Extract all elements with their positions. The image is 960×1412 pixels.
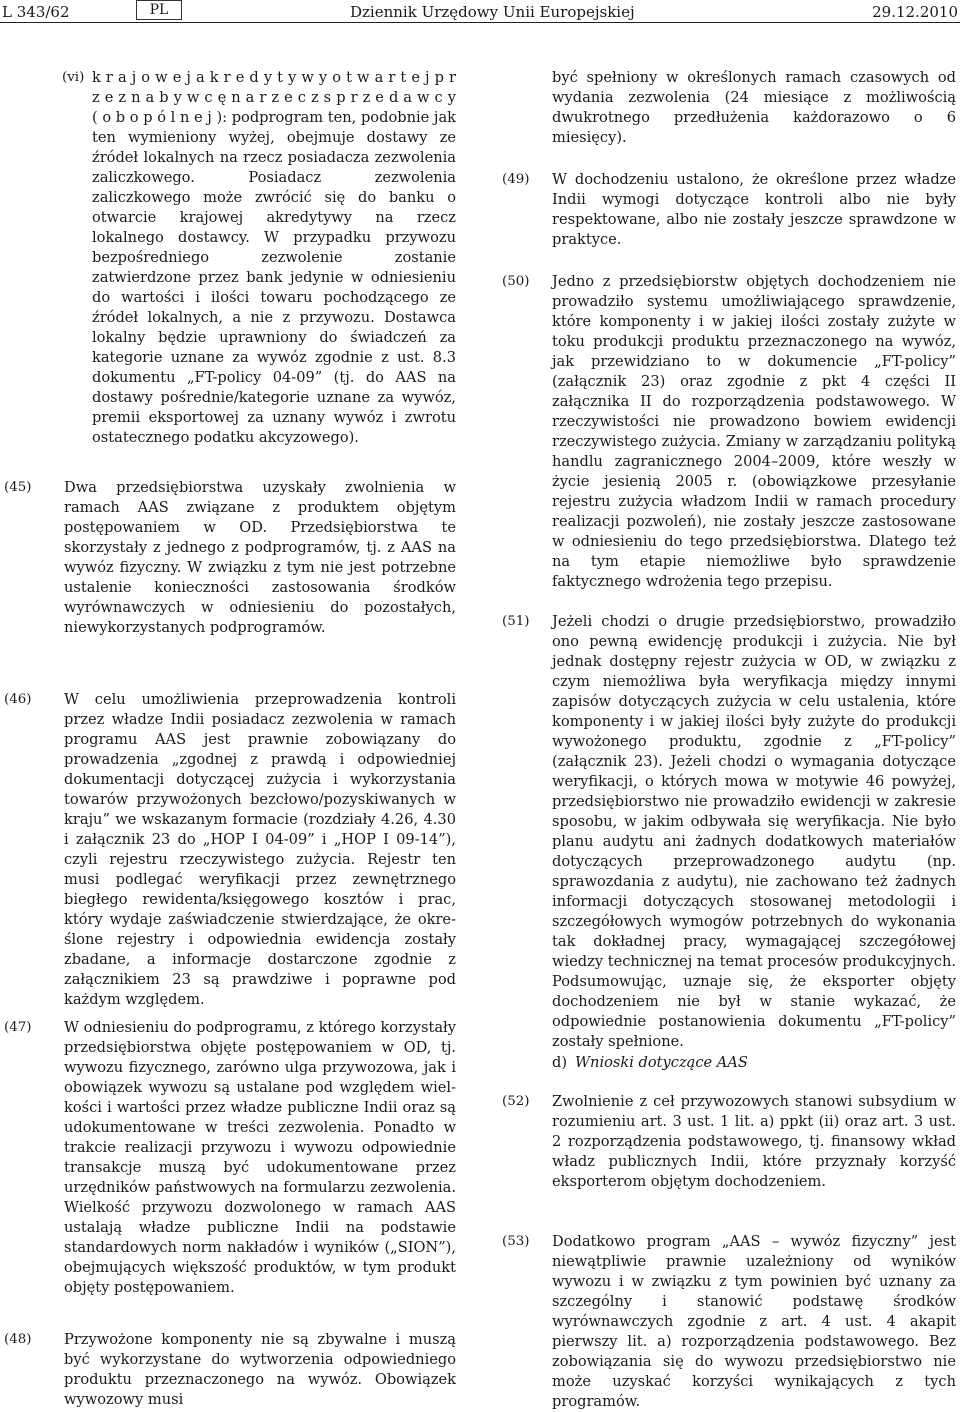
paragraph-47 [4,1018,456,1298]
paragraph-49 [502,170,956,250]
subheading-number: d) [552,1054,568,1071]
paragraph-text: Dodatkowo program „AAS – wywóz fizyczny” jest niewątpliwie prawnie uzależniony od wyników wywozu i w związku z tym powinien być uznany za szczególny i stanowić podstawę środków wyrównawczych zgodnie z art. 4 ust. 4 akapit pierwszy lit. a) rozporządzenia podstawowego. Bez zobowiązania się do wywozu przedsiębiorstwo nie może uzyskać korzyści wynikających z tych programów. [552,1233,956,1410]
paragraph-number: (53) [502,1234,530,1249]
paragraph-number: (52) [502,1094,530,1109]
paragraph-number: (51) [502,614,530,629]
page-header [0,0,960,24]
paragraph-text: Jeżeli chodzi o drugie przedsiębiorstwo, prowadziło ono pewną ewidencję produkcji i zużycia. Nie był jednak dostępny rejestr zużycia w OD, w związku z czym niemożliwa była weryfikacja między innymi zapisów dotyczących zużycia w celu ustalenia, które komponenty i w jakiej ilości były zużyte do produkcji wywożonego produktu, zgodnie z „FT-policy” (załącznik 23). Jeżeli chodzi o wymagania dotyczące weryfikacji, o których mowa w motywie 46 powyżej, przedsiębiorstwo nie prowadziło ewidencji w zakresie sposobu, w jakim odbywała się weryfikacja. Nie było planu audytu ani żadnych dodatkowych materiałów dotyczących przeprowadzonego audytu (np. sprawozdania z audytu), nie zachowano też żadnych informacji dotyczących stosowanej metodologii i szczegółowych wymogów potrzebnych do wykonania tak dokładnej pracy, wymagającej szczegółowej wiedzy technicznej na temat procesów produkcyjnych. Podsumowując, uznaje się, że eksporter objęty dochodzeniem nie był w stanie wykazać, że odpowiednie postanowienia dokumentu „FT-policy” zostały spełnione. [552,613,957,1050]
journal-title: Dziennik Urzędowy Unii Europejskiej [350,3,635,21]
header-rule [0,22,960,23]
paragraph-text: Jedno z przedsiębiorstw objętych dochodzeniem nie prowadziło systemu umożliwiającego sprawdzenie, które komponenty i w jakiej ilości zostały zużyte w toku produkcji produktu przeznaczonego na wywóz, jak przewidziano to w dokumencie „FT-policy” (załącznik 23) oraz zgodnie z pkt 4 części II załącznika II do rozporządzenia podstawowego. W rzeczywistości nie prowadzono bowiem ewidencji rzeczywistego zużycia. Zmiany w zarządzaniu polityką handlu zagranicznego 2004–2009, które weszły w życie jesienią 2005 r. (obowiązkowe przesyłanie rejestru zużycia władzom Indii w ramach procedury realizacji pozwoleń), nie zostały jeszcze zastosowane w odniesieniu do tego przedsiębiorstwa. Dlatego też na tym etapie niemożliwe było sprawdzenie faktycznego wdrożenia tego przepisu. [552,273,956,590]
paragraph-52 [502,1092,956,1192]
paragraph-number: (47) [4,1020,32,1035]
paragraph-50 [502,272,956,592]
page-reference: L 343/62 [2,3,70,21]
paragraph-text: Przywożone komponenty nie są zbywalne i muszą być wykorzystane do wytworzenia odpowiedniego produktu przeznaczonego na wywóz. Obowiązek wywozowy musi [64,1331,456,1408]
paragraph-48-continued [552,68,956,148]
publication-date: 29.12.2010 [872,3,958,21]
paragraph-vi [50,68,456,448]
paragraph-51 [502,612,956,1052]
paragraph-53 [502,1232,956,1412]
paragraph-46 [4,690,456,1010]
paragraph-48 [4,1330,456,1410]
paragraph-number: (49) [502,172,530,187]
paragraph-number: (vi) [62,70,85,85]
paragraph-number: (50) [502,274,530,289]
paragraph-text: Dwa przedsiębiorstwa uzyskały zwolnienia w ramach AAS związane z produktem objętym postępowaniem w OD. Przedsiębiorstwa te skorzystały z jednego z podprogramów, tj. z AAS na wywóz fizyczny. W związku z tym nie jest potrzebne ustalenie konieczności zastosowania środków wyrównawczych w odniesieniu do pozostałych, niewykorzystanych podprogramów. [64,479,456,636]
paragraph-text: Zwolnienie z ceł przywozowych stanowi subsydium w rozumieniu art. 3 ust. 1 lit. a) ppkt (ii) oraz art. 3 ust. 2 rozporządzenia podstawowego, tj. finansowy wkład władz publicznych Indii, które przyznały korzyść eksporterom objętym dochodzeniem. [552,1093,956,1190]
language-badge: PL [136,0,182,20]
paragraph-text: k r a j o w e j a k r e d y t y w y o t w a r t e j p r z e z n a b y w c ę n a r z e c z s p r z e d a w c y ( o b o p ó l n e j ): podprogram ten, podobnie jak ten wymieniony wyżej, obejmuje dostawy ze źródeł lokalnych na rzecz posiadacza zezwolenia zaliczkowego. Posiadacz zezwolenia zaliczkowego może zwrócić się do banku o otwarcie krajowej akredytywy na rzecz lokalnego dostawcy. W przypadku przywozu bezpośredniego zezwolenie zostanie zatwierdzone przez bank jedynie w odniesieniu do wartości i ilości towaru pochodzącego ze źródeł lokalnych, a nie z przywozu. Dostawca lokalny będzie uprawniony do świadczeń za kategorie uznane za wywóz zgodnie z ust. 8.3 dokumentu „FT-policy 04-09” (tj. do AAS na dostawy pośrednie/kategorie uznane za wywóz, premii eksportowej za uznany wywóz i zwrotu ostatecznego podatku akcyzowego). [92,69,456,446]
paragraph-text: W celu umożliwienia przeprowadzenia kontroli przez władze Indii posiadacz zezwolenia w ramach programu AAS jest prawnie zobowiązany do prowadzenia „zgodnej z prawdą i odpowiedniej dokumentacji dotyczącej zużycia i wykorzystania towarów przywożonych bezcłowo/pozyskiwanych w kraju” we wskazanym formacie (rozdziały 4.26, 4.30 i załącznik 23 do „HOP I 04-09” i „HOP I 09-14”), czyli rejestru rzeczywistego zużycia. Rejestr ten musi podlegać weryfikacji przez zewnętrznego biegłego rewidenta/księgowego kosztów i prac, który wydaje zaświadczenie stwierdzające, że określone rejestry i odpowiednia ewidencja zostały zbadane, a informacje dostarczone zgodnie z załącznikiem 23 są prawdziwe i poprawne pod każdym względem. [64,691,456,1008]
paragraph-45 [4,478,456,638]
paragraph-text: W odniesieniu do podprogramu, z którego korzystały przedsiębiorstwa objęte postępowaniem w OD, tj. wywozu fizycznego, zarówno ulga przywozowa, jak i obowiązek wywozu są ustalane pod względem wielkości i wartości przez władze publiczne Indii oraz są udokumentowane w treści zezwolenia. Ponadto w trakcie realizacji przywozu i wywozu odpowiednie transakcje muszą być udokumentowane przez urzędników państwowych na formularzu zezwolenia. Wielkość przywozu dozwolonego w ramach AAS ustalają władze publiczne Indii na podstawie standardowych norm nakładów i wyników („SION”), obejmujących większość produktów, w tym produkt objęty postępowaniem. [64,1019,457,1296]
paragraph-text: być spełniony w określonych ramach czasowych od wydania zezwolenia (24 miesiące z możliwością dwukrotnego przedłużenia każdorazowo o 6 miesięcy). [552,69,956,146]
paragraph-text: W dochodzeniu ustalono, że określone przez władze Indii wymogi dotyczące kontroli albo nie były respektowane, albo nie zostały jeszcze sprawdzone w praktyce. [552,171,956,248]
paragraph-number: (46) [4,692,32,707]
paragraph-number: (45) [4,480,32,495]
paragraph-number: (48) [4,1332,32,1347]
section-subheading [552,1054,748,1071]
subheading-title: Wnioski dotyczące AAS [575,1054,748,1071]
